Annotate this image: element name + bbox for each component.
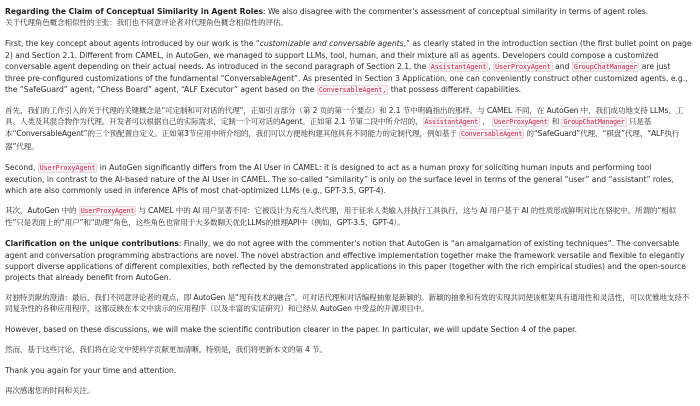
paragraph-update-plan: However, based on these discussions, we will make the scientific contribution clearer in the paper. In particular, we will update Section 4 of the paper. [5, 325, 577, 335]
paragraph-first-point [5, 38, 692, 96]
paragraph-second-point-zh [5, 205, 692, 228]
text-segment: 与 CAMEL 中的 AI 用户显著不同：它被设计为充当人类代理，用于征求人类输入并执行工具执行，这与 AI 用户基于 AI 的性质形成鲜明对比在骆驼中。所谓的“相似性”只是表面上的“用户”和“助理”角色，这些角色也常用于大多数聊天优化LLMs的推理API中（例如，GPT-3.5、GPT-4）。 [5, 206, 677, 228]
text-segment: 其次，AutoGen 中的 [5, 206, 79, 216]
paragraph-thanks: Thank you again for your time and attention. [5, 366, 177, 376]
code-assistant-agent: AssistantAgent [430, 62, 487, 71]
text-segment: are just three pre-configured customizations of the fundamental “ConversableAgent”. As presented in Section 3 Application, one can conveniently construct other customized agents, e.g., the “SafeGuard” agent, “Chess Board” agent, “ALF Executor” agent based on the [5, 61, 688, 95]
code-user-proxy-agent: UserProxyAgent [39, 163, 96, 172]
code-user-proxy-agent: UserProxyAgent [495, 62, 551, 71]
text-segment: Second, [5, 162, 38, 172]
code-conversable-agent: ConversableAgent, [318, 86, 387, 95]
text-conceptual-similarity: : We also disagree with the commenter's assessment of conceptual similarity in terms of agent roles. [263, 7, 649, 16]
paragraph-unique-contributions-zh: 对独特贡献的澄清：最后，我们不同意评论者的观点，即 AutoGen 是“现有技术的融合”。可对话代理和对话编程抽象是新颖的。新颖的抽象和有效的实现共同使该框架具有通用性和灵活性，可以优雅地支持不同复杂性的各种应用程序，这都反映在本文中演示的应用程序（以及丰富的实证研究）和已经从 AutoGen 中受益的开源项目中。 [5, 292, 690, 314]
text-segment: ， [480, 117, 492, 127]
emphasis-customizable-agents: customizable and conversable agents [259, 39, 404, 49]
text-segment: , [488, 61, 494, 71]
text-segment: 和 [549, 117, 562, 127]
paragraph-conceptual-similarity [5, 6, 692, 17]
text-segment: 的“SafeGuard”代理、“棋盘”代理、“ALF执行器”代理。 [5, 129, 680, 151]
paragraph-first-point-zh [5, 105, 692, 152]
paragraph-conceptual-similarity-zh: 关于代理角色概念相似性的主张：我们也不同意评论者对代理角色概念相似性的评估。 [5, 18, 288, 28]
paragraph-update-plan-zh: 然而，基于这些讨论，我们将在论文中使科学贡献更加清晰。特别是，我们将更新本文的第 4 节。 [5, 345, 327, 355]
text-segment: ,” as clearly stated in the introduction section (the first bullet point on page 2) and Section 2.1. Different from CAMEL, in AutoGen, we managed to support LLMs, tool, human, and their mixture all as agents. Developers could compose a customized conversable agent depending on their actual needs. As introduced in the second paragraph of Section 2.1, the [5, 39, 692, 71]
text-segment: 首先，我们的工作引入的关于代理的关键概念是“可定制和可对话的代理”，正如引言部分（第 2 页的第一个要点）和 2.1 节中明确指出的那样。与 CAMEL 不同，在 AutoGen 中，我们成功地支持 LLMs、工具、人类及其混合物作为代理。开发者可以根据自己的实际需求，定制一个可对话的Agent。正如第 2.1 节第二段中所介绍的， [5, 106, 684, 127]
text-segment: and [552, 61, 572, 71]
code-group-chat-manager: GroupChatManager [573, 62, 638, 71]
code-user-proxy-agent: UserProxyAgent [493, 118, 548, 127]
text-segment: 只是基本“ConversableAgent”的三个预配置自定义。正如第3节应用中所介绍的，我们可以方便地构建其他具有不同能力的定制代理，例如基于 [5, 117, 652, 139]
code-group-chat-manager: GroupChatManager [563, 118, 625, 127]
heading-unique-contributions: Clarification on the unique contributions [5, 239, 179, 249]
code-conversable-agent: ConversableAgent [461, 130, 523, 139]
paragraph-second-point [5, 162, 692, 197]
code-user-proxy-agent: UserProxyAgent [80, 207, 135, 216]
code-assistant-agent: AssistantAgent [424, 118, 478, 127]
paragraph-thanks-zh: 再次感谢您的时间和关注。 [5, 386, 95, 396]
text-segment: First, the key concept about agents introduced by our work is the “ [5, 39, 260, 49]
heading-conceptual-similarity: Regarding the Claim of Conceptual Similarity in Agent Roles [5, 7, 263, 16]
text-segment: that possess different capabilities. [388, 85, 522, 95]
text-segment: in AutoGen significantly differs from the AI User in CAMEL: it is designed to act as a human proxy for soliciting human inputs and performing tool execution, in contrast to the AI-based nature of the AI User in CAMEL. The so-called “similarity” is only on the surface level in terms of the general “user” and “assistant” roles, which are also commonly used in inference APIs of most chat-optimized LLMs (e.g., GPT-3.5, GPT-4). [5, 162, 674, 196]
text-unique-contributions: : Finally, we do not agree with the commenter's notion that AutoGen is “an amalgamation of existing techniques”. The conversable agent and conversation programming abstractions are novel. The novel abstraction and effective implementation together make the framework versatile and flexible to elegantly support diverse applications of different complexities, both reflected by the demonstrated applications in this paper (together with the rich empirical studies) and the open-source projects that already benefit from AutoGen. [5, 239, 686, 283]
paragraph-unique-contributions [5, 238, 692, 283]
